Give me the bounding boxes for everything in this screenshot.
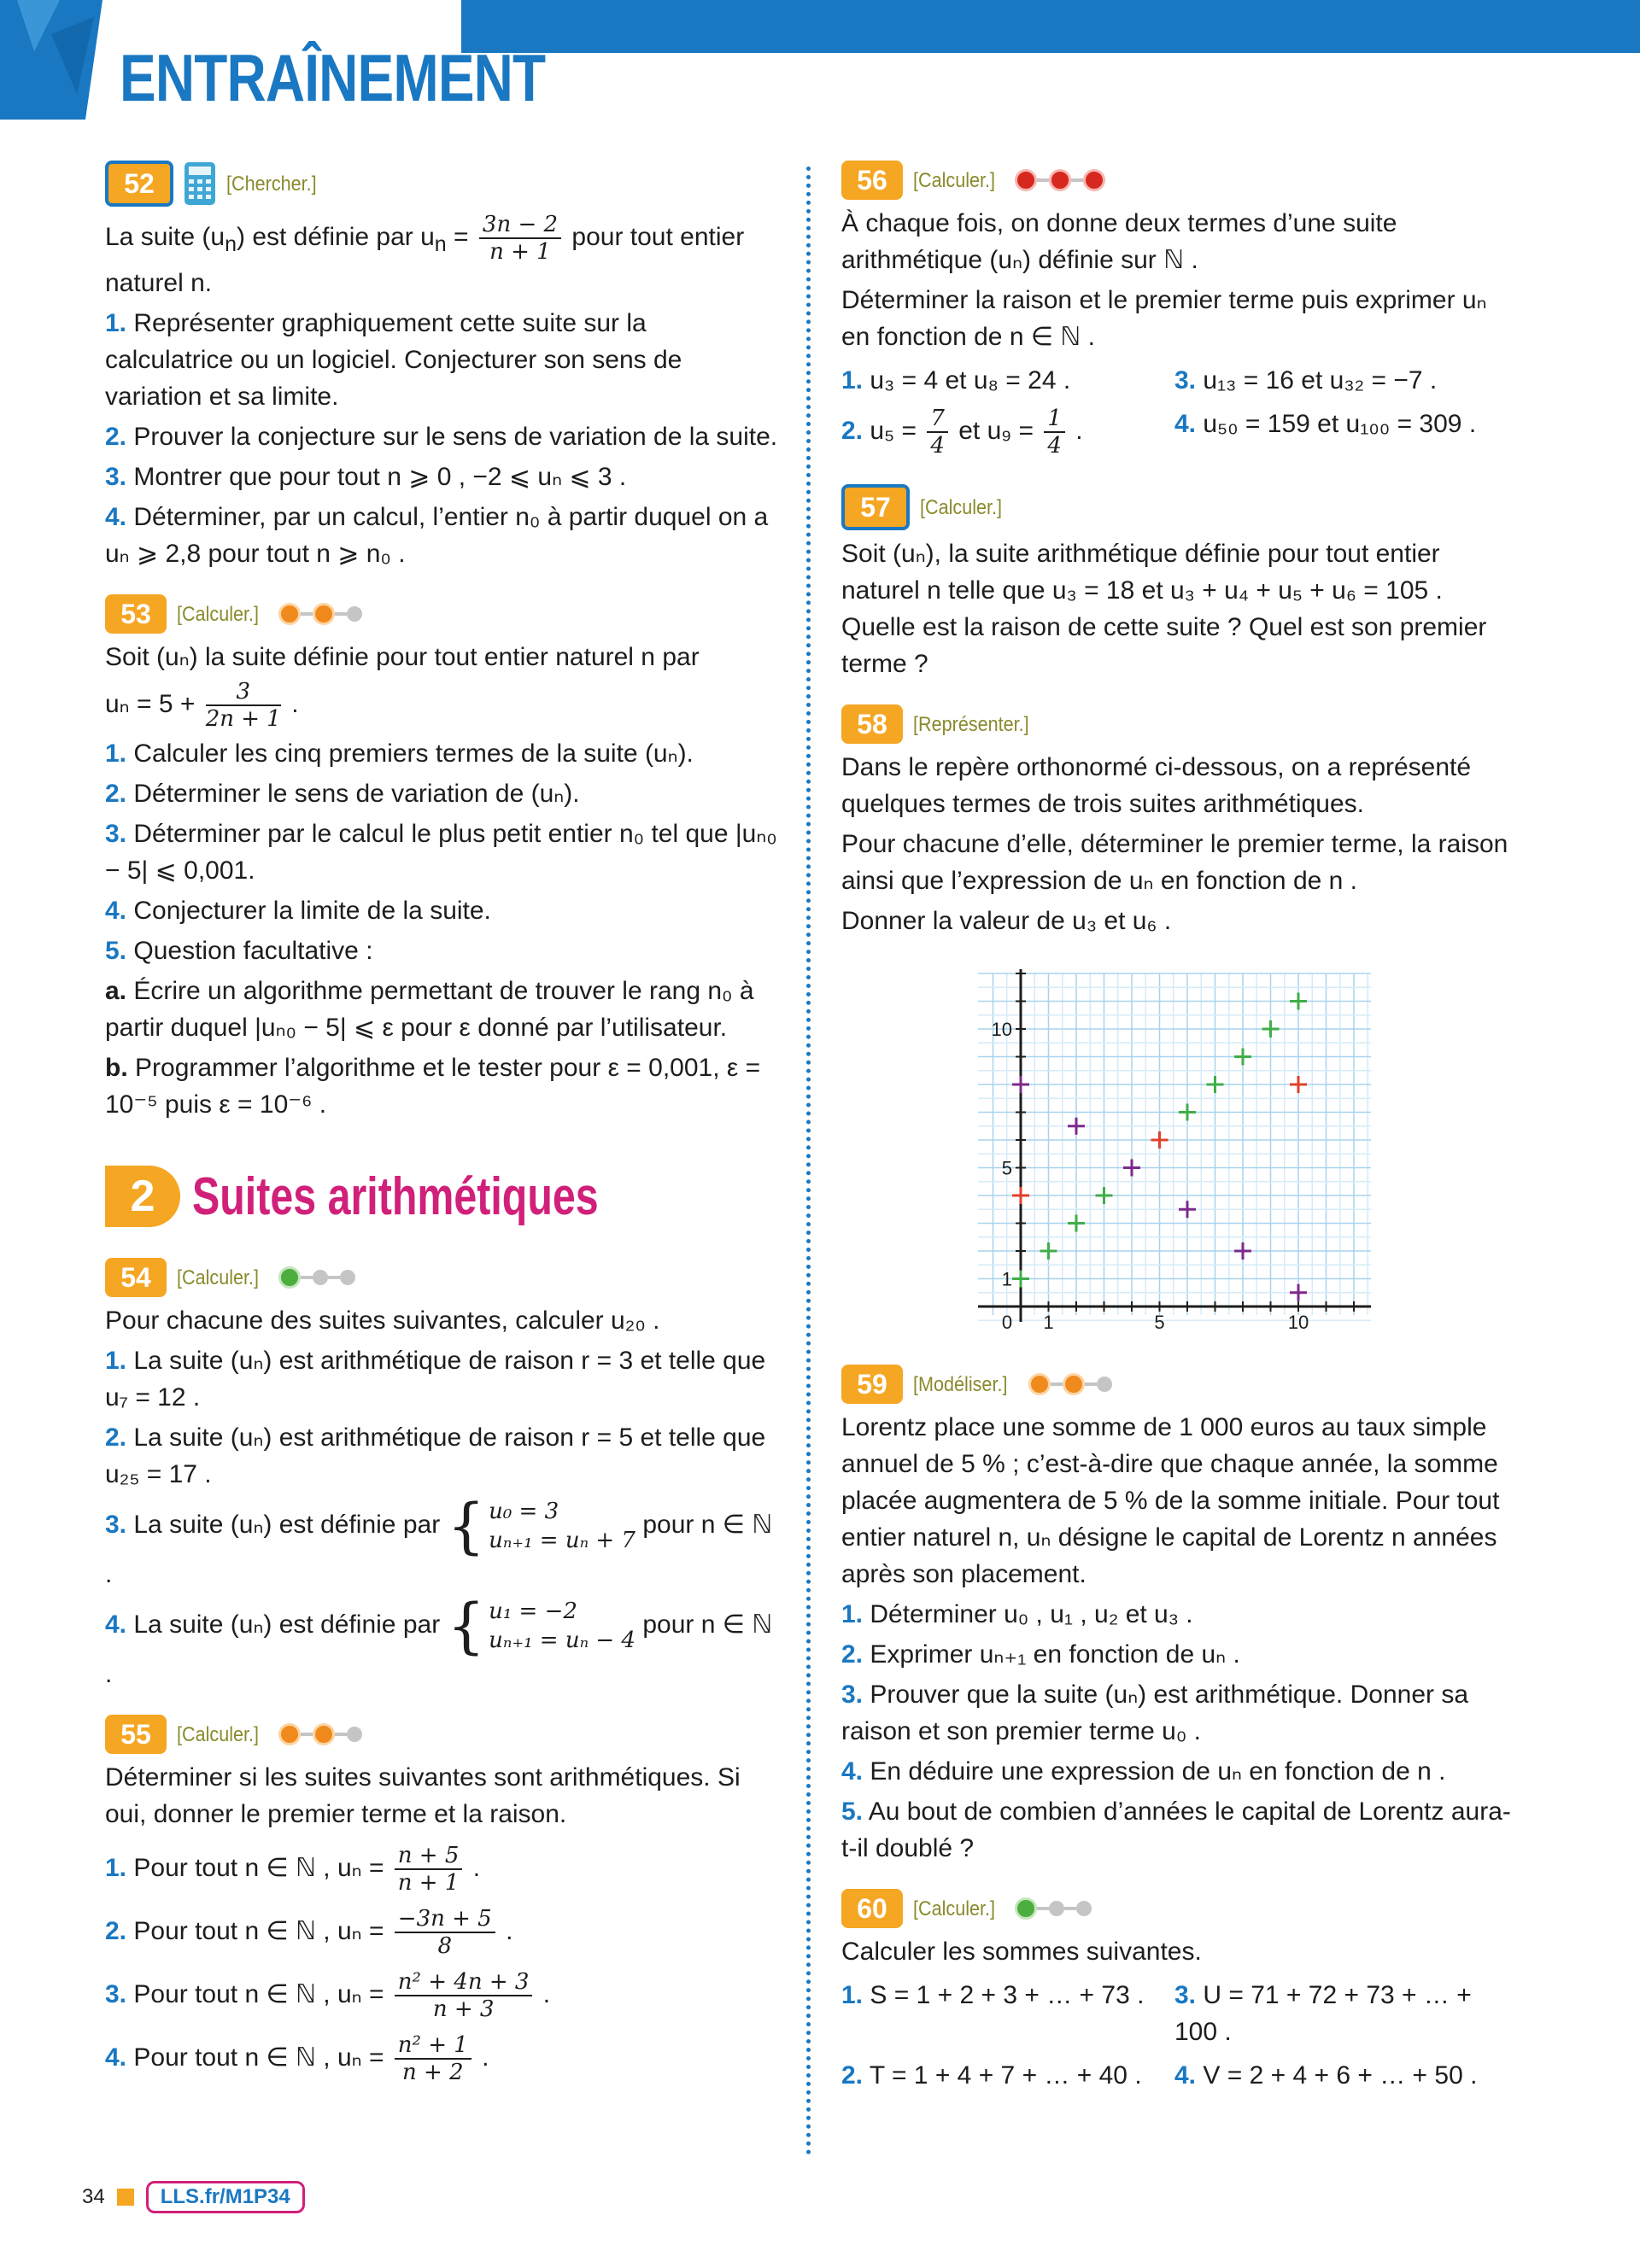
section-title: Suites arithmétiques — [192, 1166, 599, 1226]
exercise-58 — [841, 704, 1512, 1342]
question-text: Représenter graphiquement cette suite sur la calculatrice ou un logiciel. Conjecturer son sens de variation et sa limite. — [105, 309, 682, 411]
statement: La suite $(u_n)$ est définie par $u_n$ = $\frac{3n - 2}{n + 1}$ pour tout entier naturel n. — [105, 212, 745, 297]
data-point-green — [1234, 1049, 1251, 1066]
data-point-green — [1012, 1271, 1029, 1288]
question-text: Programmer l’algorithme et le tester pour ε = 0,001, ε = 10⁻⁵ puis ε = 10⁻⁶ . — [105, 1054, 761, 1119]
statement: Déterminer la raison et le premier terme puis exprimer uₙ en fonction de n ∈ ℕ . — [841, 286, 1487, 351]
question-text: La suite (uₙ) est arithmétique de raison r = 3 et telle que u₇ = 12 . — [105, 1347, 766, 1412]
exercise-number: 60 — [841, 1889, 903, 1928]
skill-tag: [Chercher.] — [226, 172, 317, 196]
data-point-green — [1207, 1076, 1224, 1093]
skill-tag: [Modéliser.] — [913, 1372, 1008, 1396]
skill-tag: [Calculer.] — [920, 495, 1003, 519]
resource-link[interactable]: LLS.fr/M1P34 — [146, 2181, 305, 2213]
exercise-number: 59 — [841, 1365, 903, 1404]
question-list — [105, 1843, 780, 2085]
section-number: 2 — [105, 1166, 180, 1227]
difficulty-dots — [278, 603, 362, 625]
statement: À chaque fois, on donne deux termes d’une suite arithmétique (uₙ) définie sur ℕ . — [841, 209, 1397, 274]
data-point-red — [1290, 1076, 1307, 1093]
statement: Calculer les sommes suivantes. — [841, 1938, 1202, 1966]
question-text: Déterminer, par un calcul, l’entier n₀ à partir duquel on a uₙ ⩾ 2,8 pour tout n ⩾ n₀ . — [105, 503, 769, 568]
question-text: Déterminer u₀ , u₁ , u₂ et u₃ . — [870, 1600, 1193, 1628]
question-text: u₁₃ = 16 et u₃₂ = −7 . — [1203, 366, 1438, 395]
fraction: $\frac{3n - 2}{n + 1}$ — [479, 212, 561, 265]
page-footer — [82, 2181, 305, 2213]
question-text: Prouver que la suite (uₙ) est arithmétique. Donner sa raison et son premier terme u₀ . — [841, 1681, 1469, 1745]
data-point-green — [1096, 1187, 1113, 1204]
exercise-number: 53 — [105, 594, 167, 634]
difficulty-dots — [1015, 169, 1105, 191]
data-point-purple — [1123, 1160, 1140, 1177]
question-text: S = 1 + 2 + 3 + … + 73 . — [870, 1981, 1145, 2009]
x-tick-label: 1 — [1043, 1312, 1054, 1332]
column-divider — [806, 167, 811, 2156]
data-point-purple — [1179, 1201, 1196, 1218]
data-point-red — [1012, 1187, 1029, 1204]
skill-tag: [Représenter.] — [913, 712, 1029, 736]
question-text: Calculer les cinq premiers termes de la suite (uₙ). — [133, 739, 694, 768]
statement: Dans le repère orthonormé ci-dessous, on a représenté quelques termes de trois suites arithmétiques. — [841, 753, 1472, 818]
question-text: V = 2 + 4 + 6 + … + 50 . — [1203, 2061, 1478, 2090]
exercise-number: 56 — [841, 161, 903, 200]
skill-tag: [Calculer.] — [913, 168, 996, 192]
question-text: Déterminer par le calcul le plus petit entier n₀ tel que |uₙ₀ − 5| ⩽ 0,001. — [105, 820, 777, 885]
y-tick-label: 5 — [1001, 1157, 1012, 1179]
question-text: T = 1 + 4 + 7 + … + 40 . — [869, 2061, 1142, 2090]
statement: Déterminer si les suites suivantes sont arithmétiques. Si oui, donner le premier terme et la raison. — [105, 1763, 741, 1828]
statement: Lorentz place une somme de 1 000 euros au taux simple annuel de 5 % ; c’est-à-dire que chaque année, la somme placée augmentera de 5 % de la somme initiale. Pour tout entier naturel n, uₙ désigne le capital de Lorentz n années après son placement. — [841, 1413, 1500, 1588]
question-text: Conjecturer la limite de la suite. — [133, 897, 491, 925]
y-tick-label: 10 — [991, 1019, 1012, 1040]
exercise-number: 57 — [841, 484, 910, 530]
exercise-number: 52 — [105, 161, 173, 207]
question-text: Écrire un algorithme permettant de trouver le rang n₀ à partir duquel |uₙ₀ − 5| ⩽ ε pour ε donné par l’utilisateur. — [105, 977, 754, 1042]
exercise-number: 54 — [105, 1258, 167, 1297]
question-text: u₅₀ = 159 et u₁₀₀ = 309 . — [1203, 410, 1477, 438]
x-tick-label: 10 — [1287, 1312, 1309, 1332]
exercise-52: 52 [Chercher.] La suite $(u_n)$ est définie par $u_n$ = $\frac{3n - 2}{n + 1}$ pour tout entier naturel n. 1. Représenter graphiquement cette suite sur la calculatrice ou un logiciel. Conjecturer son sens de variation et sa limite. 2. Prouver la conjecture sur le sens de variation de la suite. 3. Montrer que pour tout n ⩾ 0 , −2 ⩽ uₙ ⩽ 3 . 4. Déterminer, par un calcul, l’entier n₀ à partir duquel on a uₙ ⩾ 2,8 pour tout n ⩾ n₀ . — [105, 161, 780, 572]
calculator-icon — [184, 161, 216, 206]
page-title: ENTRAÎNEMENT — [120, 40, 546, 115]
data-point-purple — [1290, 1284, 1307, 1301]
data-point-red — [1151, 1131, 1168, 1149]
list-item: 3. Pour tout n ∈ ℕ , uₙ = $\frac{\text{n² + 4n + 3}}{n + 3}$ . — [105, 1969, 551, 2022]
footer-square — [117, 2189, 134, 2206]
skill-tag: [Calculer.] — [177, 1266, 260, 1289]
recurrence-system: { u₀ = 3 uₙ₊₁ = uₙ + 7 — [447, 1491, 636, 1561]
difficulty-dots — [1028, 1373, 1112, 1395]
data-point-green — [1179, 1104, 1196, 1121]
question-text: Déterminer le sens de variation de (uₙ). — [133, 780, 580, 808]
statement: Donner la valeur de u₃ et u₆ . — [841, 907, 1172, 935]
exercise-53: 53 [Calculer.] Soit (uₙ) la suite définie pour tout entier naturel n par uₙ = 5 + $\frac{3}{2n + 1}$ . 1. Calculer les cinq premiers termes de la suite (uₙ). 2. Déterminer le sens de variation de (uₙ). 3. Déterminer par le calcul le plus petit entier n₀ tel que |uₙ₀ − 5| ⩽ 0,001. 4. Conjecturer la limite de la suite. 5. Question facultative : a. Écrire un algorithme permettant de trouver le rang n₀ à partir duquel |uₙ₀ − 5| ⩽ ε pour ε donné par l’utilisateur. b. Programmer l’algorithme et le tester pour ε = 0,001, ε = 10⁻⁵ puis ε = 10⁻⁶ . — [105, 594, 780, 1123]
statement: Soit (uₙ) la suite définie pour tout entier naturel n par — [105, 643, 700, 671]
list-item: 4. Pour tout n ∈ ℕ , uₙ = $\frac{\text{n² + 1}}{n + 2}$ . — [105, 2032, 489, 2085]
skill-tag: [Calculer.] — [177, 1722, 260, 1746]
question-text: La suite (uₙ) est arithmétique de raison r = 5 et telle que u₂₅ = 17 . — [105, 1423, 766, 1488]
statement: Soit (uₙ), la suite arithmétique définie pour tout entier naturel n telle que u₃ = 18 et u₃ + u₄ + u₅ + u₆ = 105 . Quelle est la raison de cette suite ? Quel est son premier terme ? — [841, 540, 1487, 678]
exercise-number: 55 — [105, 1715, 167, 1754]
question-text: Exprimer uₙ₊₁ en fonction de uₙ . — [870, 1640, 1240, 1669]
question-text: Prouver la conjecture sur le sens de variation de la suite. — [133, 423, 778, 451]
data-point-green — [1290, 993, 1307, 1010]
fraction: $\frac{7}{4}$ — [927, 406, 948, 459]
data-point-green — [1040, 1242, 1057, 1260]
data-point-purple — [1012, 1076, 1029, 1093]
skill-tag: [Calculer.] — [177, 602, 260, 626]
exercise-56: 56 [Calculer.] À chaque fois, on donne deux termes d’une suite arithmétique (uₙ) définie sur ℕ . Déterminer la raison et le premier terme puis exprimer uₙ en fonction de n ∈ ℕ . 1. u₃ = 4 et u₈ = 24 . 3. u₁₃ = 16 et u₃₂ = −7 . 2. u₅ = $\frac{7}{4}$ et u₉ = $\frac{1}{4}$ . 4. u₅₀ = 159 et u₁₀₀ = 309 . — [841, 161, 1512, 462]
exercise-59: 59 [Modéliser.] Lorentz place une somme de 1 000 euros au taux simple annuel de 5 % ; c’est-à-dire que chaque année, la somme placée augmentera de 5 % de la somme initiale. Pour tout entier naturel n, uₙ désigne le capital de Lorentz n années après son placement. 1. Déterminer u₀ , u₁ , u₂ et u₃ . 2. Exprimer uₙ₊₁ en fonction de uₙ . 3. Prouver que la suite (uₙ) est arithmétique. Donner sa raison et son premier terme u₀ . 4. En déduire une expression de uₙ en fonction de n . 5. Au bout de combien d’années le capital de Lorentz aura-t-il doublé ? — [841, 1365, 1512, 1867]
exercise-60: 60 [Calculer.] Calculer les sommes suivantes. 1. S = 1 + 2 + 3 + … + 73 . 3. U = 71 + 72 + 73 + … + 100 . 2. T = 1 + 4 + 7 + … + 40 . 4. V = 2 + 4 + 6 + … + 50 . — [841, 1889, 1512, 2097]
statement: Pour chacune d’elle, déterminer le premier terme, la raison ainsi que l’expression de uₙ en fonction de n . — [841, 830, 1508, 895]
fraction: $\frac{-3n + 5}{8}$ — [395, 1906, 495, 1959]
exercise-55 — [105, 1715, 780, 2085]
exercise-54: 54 [Calculer.] Pour chacune des suites suivantes, calculer u₂₀ . 1. La suite (uₙ) est arithmétique de raison r = 3 et telle que u₇ = 12 . 2. La suite (uₙ) est arithmétique de raison r = 5 et telle que u₂₅ = 17 . 3. La suite (uₙ) est définie par { u₀ = 3 uₙ₊₁ = uₙ + 7 pour n ∈ ℕ . 4. La suite (uₙ) est définie par { u₁ = −2 uₙ₊₁ = uₙ − 4 pour n ∈ ℕ . — [105, 1258, 780, 1692]
data-point-purple — [1068, 1118, 1085, 1135]
difficulty-dots — [1015, 1897, 1092, 1920]
exercise-57 — [841, 484, 1512, 682]
question-text: u₃ = 4 et u₈ = 24 . — [870, 366, 1071, 395]
question-text: Question facultative : — [133, 937, 373, 965]
right-column — [841, 161, 1512, 2119]
list-item: 2. Pour tout n ∈ ℕ , uₙ = $\frac{-3n + 5}{8}$ . — [105, 1906, 513, 1959]
skill-tag: [Calculer.] — [913, 1897, 996, 1920]
fraction: $\frac{3}{2n + 1}$ — [205, 679, 281, 732]
header-bar — [461, 0, 1640, 53]
difficulty-dots — [278, 1723, 362, 1745]
section-heading — [105, 1166, 780, 1227]
fraction: $\frac{n + 5}{n + 1}$ — [395, 1843, 463, 1896]
left-column — [105, 161, 780, 2107]
question-text: Au bout de combien d’années le capital de Lorentz aura-t-il doublé ? — [841, 1797, 1511, 1862]
fraction: $\frac{\text{n² + 4n + 3}}{n + 3}$ — [395, 1969, 533, 2022]
y-tick-label: 1 — [1001, 1268, 1012, 1290]
x-tick-label: 0 — [1001, 1312, 1013, 1332]
data-point-purple — [1234, 1242, 1251, 1260]
fraction: $\frac{\text{n² + 1}}{n + 2}$ — [395, 2032, 472, 2085]
question-text: En déduire une expression de uₙ en fonction de n . — [870, 1757, 1446, 1786]
data-point-green — [1068, 1215, 1085, 1232]
fraction: $\frac{1}{4}$ — [1044, 406, 1065, 459]
page-number: 34 — [82, 2185, 105, 2208]
data-point-green — [1262, 1020, 1280, 1038]
exercise-number: 58 — [841, 704, 903, 744]
question-text: Montrer que pour tout n ⩾ 0 , −2 ⩽ uₙ ⩽ 3 . — [133, 463, 627, 491]
sequence-chart — [978, 965, 1379, 1332]
x-tick-label: 5 — [1154, 1312, 1165, 1332]
question-text: U = 71 + 72 + 73 + … + 100 . — [1174, 1981, 1472, 2046]
list-item: 1. Pour tout n ∈ ℕ , uₙ = $\frac{n + 5}{n + 1}$ . — [105, 1843, 481, 1896]
statement: Pour chacune des suites suivantes, calculer u₂₀ . — [105, 1306, 660, 1335]
difficulty-dots — [278, 1266, 355, 1289]
recurrence-system: { u₁ = −2 uₙ₊₁ = uₙ − 4 — [447, 1591, 636, 1661]
